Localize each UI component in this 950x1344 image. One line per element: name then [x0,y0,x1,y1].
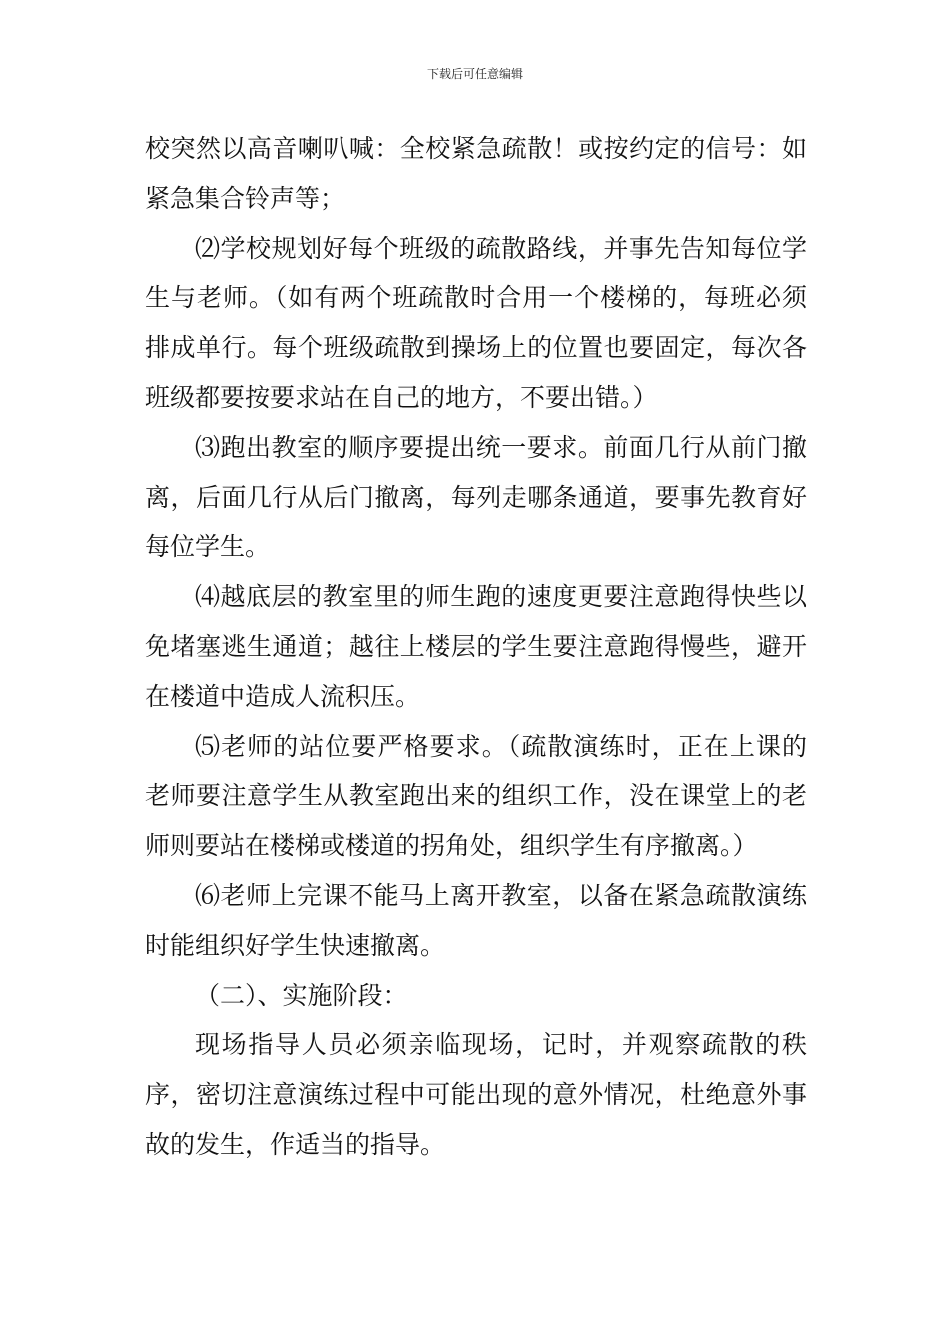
paragraph-continuation: 校突然以高音喇叭喊：全校紧急疏散！或按约定的信号：如紧急集合铃声等； [145,134,807,213]
paragraph-item-3: ⑶跑出教室的顺序要提出统一要求。前面几行从前门撤离，后面几行从后门撤离，每列走哪条通道，要事先教育好每位学生。 [145,432,807,562]
page-header: 下载后可任意编辑 [426,67,523,81]
paragraph-item-5: ⑸老师的站位要严格要求。（疏散演练时，正在上课的老师要注意学生从教室跑出来的组织工作，没在课堂上的老师则要站在楼梯或楼道的拐角处，组织学生有序撤离。） [145,731,807,861]
paragraph-item-2: ⑵学校规划好每个班级的疏散路线，并事先告知每位学生与老师。（如有两个班疏散时合用一个楼梯的，每班必须排成单行。每个班级疏散到操场上的位置也要固定，每次各班级都要按要求站在自己的地方，不要出错。） [145,233,807,412]
paragraph-item-4: ⑷越底层的教室里的师生跑的速度更要注意跑得快些以免堵塞逃生通道；越往上楼层的学生要注意跑得慢些，避开在楼道中造成人流积压。 [145,582,807,711]
paragraph-item-6: ⑹老师上完课不能马上离开教室，以备在紧急疏散演练时能组织好学生快速撤离。 [145,880,807,960]
document-body [145,124,807,1170]
paragraph-implementation: 现场指导人员必须亲临现场，记时，并观察疏散的秩序，密切注意演练过程中可能出现的意外情况，杜绝意外事故的发生，作适当的指导。 [145,1030,807,1159]
section-heading: （二）、实施阶段： [195,980,408,1010]
